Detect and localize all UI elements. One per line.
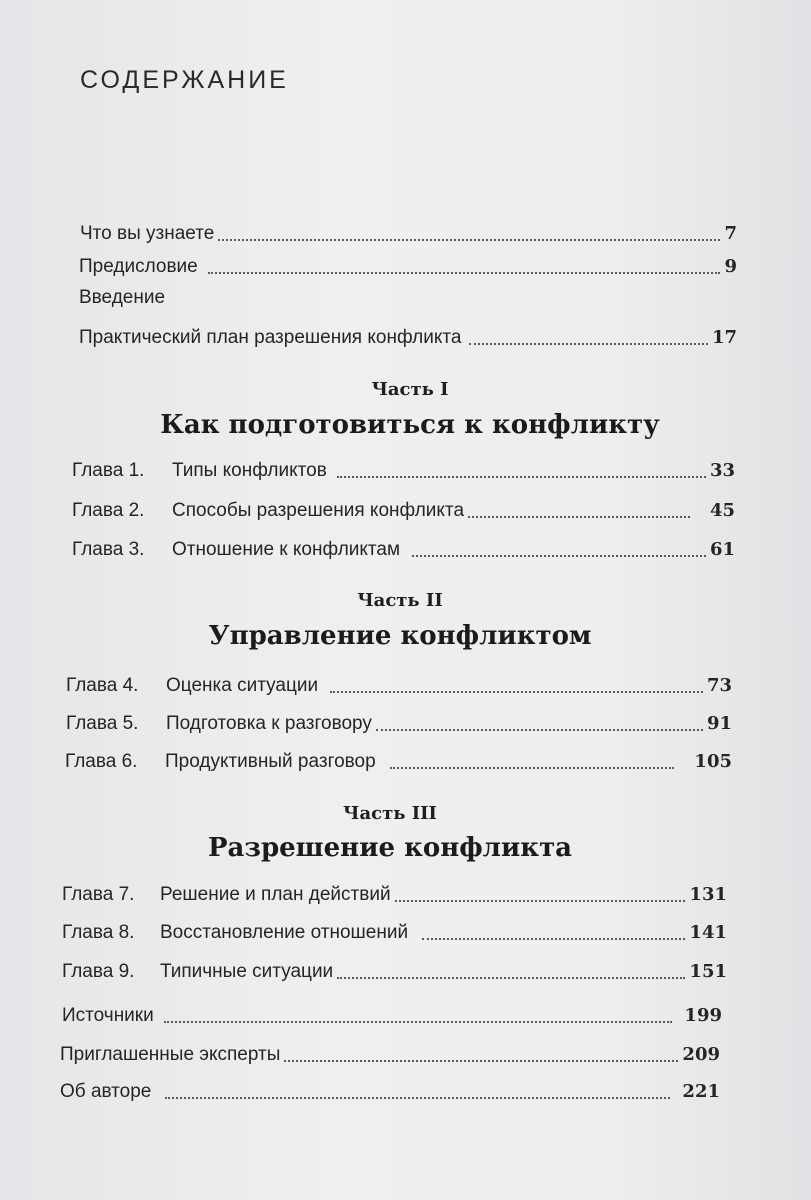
toc-entry-title: Способы разрешения конфликта [172, 500, 465, 521]
dot-leader [284, 1060, 678, 1062]
dot-leader [218, 239, 720, 241]
toc-entry-chapter-6[interactable] [65, 750, 732, 774]
chapter-number: Глава 3. [72, 539, 145, 560]
toc-entry-title: Что вы узнаете [80, 223, 215, 244]
chapter-number: Глава 7. [62, 884, 135, 905]
toc-entry-chapter-3[interactable] [72, 538, 735, 562]
toc-entry-title: Предисловие [79, 256, 198, 277]
toc-entry-page: 9 [724, 256, 737, 277]
toc-entry-page: 33 [709, 460, 735, 481]
dot-leader [165, 1097, 670, 1099]
dot-leader [390, 767, 675, 769]
toc-entry-what-you-learn[interactable] [80, 222, 737, 246]
toc-entry-page: 105 [694, 751, 732, 772]
chapter-number: Глава 9. [62, 961, 135, 982]
chapter-number: Глава 6. [65, 751, 138, 772]
dot-leader [208, 272, 721, 274]
dot-leader [412, 555, 706, 557]
chapter-number: Глава 2. [72, 500, 145, 521]
chapter-number: Глава 1. [72, 460, 145, 481]
page-title: СОДЕРЖАНИЕ [80, 66, 289, 94]
toc-entry-chapter-4[interactable] [66, 674, 732, 698]
toc-entry-page: 199 [684, 1005, 722, 1026]
intro-label: Введение [79, 287, 166, 308]
toc-entry-title: Практический план разрешения конфликта [79, 327, 462, 348]
chapter-number: Глава 8. [62, 922, 135, 943]
toc-entry-title: Типичные ситуации [160, 961, 334, 982]
part-2-title: Управление конфликтом [208, 621, 592, 651]
toc-entry-sources[interactable] [62, 1004, 722, 1028]
toc-entry-page: 61 [709, 539, 735, 560]
toc-entry-chapter-1[interactable] [72, 459, 735, 483]
toc-entry-title: Отношение к конфликтам [172, 539, 401, 560]
toc-entry-page: 151 [689, 961, 727, 982]
toc-entry-title: Об авторе [60, 1081, 152, 1102]
toc-entry-title: Типы конфликтов [172, 460, 327, 481]
toc-entry-title: Продуктивный разговор [165, 751, 376, 772]
toc-entry-title: Подготовка к разговору [166, 713, 372, 734]
toc-entry-chapter-2[interactable] [72, 499, 735, 523]
dot-leader [337, 977, 685, 979]
dot-leader [395, 900, 686, 902]
part-2-label: Часть II [357, 590, 443, 611]
dot-leader [330, 691, 703, 693]
toc-entry-title: Оценка ситуации [166, 675, 319, 696]
chapter-number: Глава 4. [66, 675, 139, 696]
toc-entry-page: 17 [711, 327, 737, 348]
toc-entry-page: 45 [709, 500, 735, 521]
toc-entry-page: 141 [689, 922, 727, 943]
toc-entry-title: Приглашенные эксперты [60, 1044, 281, 1065]
toc-entry-chapter-8[interactable] [62, 921, 727, 945]
toc-entry-page: 73 [706, 675, 732, 696]
toc-entry-page: 209 [682, 1044, 720, 1065]
dot-leader [469, 343, 707, 345]
toc-entry-title: Решение и план действий [160, 884, 391, 905]
part-1-label: Часть I [371, 379, 449, 400]
toc-entry-about-author[interactable] [60, 1080, 720, 1104]
toc-entry-page: 221 [682, 1081, 720, 1102]
part-3-label: Часть III [343, 803, 437, 824]
toc-entry-page: 91 [706, 713, 732, 734]
toc-entry-experts[interactable] [60, 1043, 720, 1067]
dot-leader [376, 729, 703, 731]
dot-leader [337, 476, 706, 478]
part-1-title: Как подготовиться к конфликту [160, 410, 660, 440]
toc-entry-preface[interactable] [79, 255, 737, 279]
toc-entry-page: 131 [689, 884, 727, 905]
toc-entry-page: 7 [724, 223, 737, 244]
dot-leader [164, 1021, 673, 1023]
part-3-title: Разрешение конфликта [207, 833, 573, 863]
dot-leader [468, 516, 690, 518]
toc-entry-intro[interactable] [79, 326, 737, 350]
toc-entry-chapter-9[interactable] [62, 960, 727, 984]
dot-leader [422, 938, 685, 940]
toc-entry-chapter-7[interactable] [62, 883, 727, 907]
toc-entry-title: Восстановление отношений [160, 922, 409, 943]
toc-entry-title: Источники [62, 1005, 154, 1026]
chapter-number: Глава 5. [66, 713, 139, 734]
toc-entry-chapter-5[interactable] [66, 712, 732, 736]
